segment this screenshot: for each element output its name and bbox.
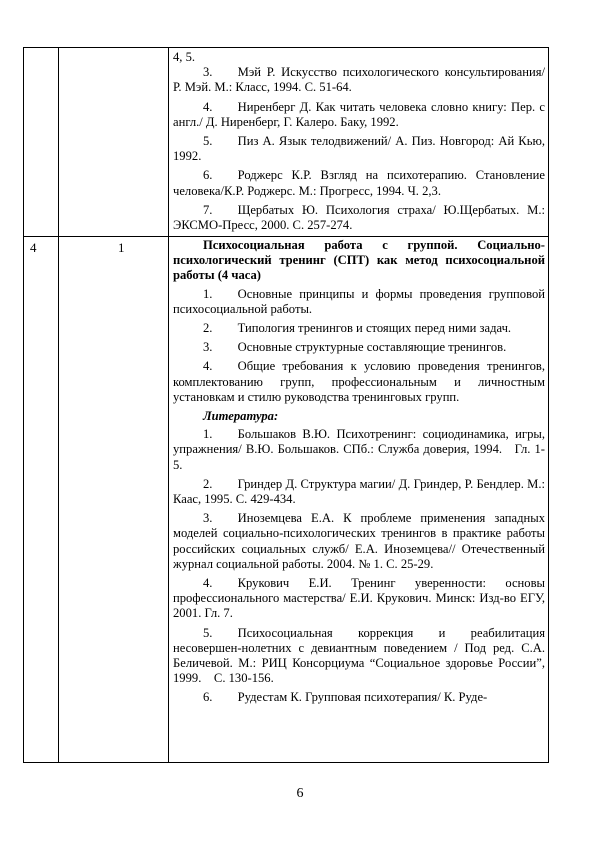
list-item: 4. Ниренберг Д. Как читать человека словно книгу: Пер. с англ./ Д. Ниренберг, Г. Калеро. Баку, 1992.: [173, 99, 545, 129]
topic-item: 2. Типология тренингов и стоящих перед ними задач.: [203, 321, 512, 336]
topic-number: 4: [30, 240, 37, 255]
page-number: 6: [296, 786, 304, 801]
topic-hours: 1: [118, 240, 125, 255]
literature-heading: Литература:: [203, 409, 279, 424]
list-item: 6. Роджерс К.Р. Взгляд на психотерапию. Становление человека/К.Р. Роджерс. М.: Прогресс, 1994. Ч. 2,3.: [173, 168, 545, 198]
column-divider-2: [168, 48, 169, 762]
literature-item: 3. Иноземцева Е.А. К проблеме применения западных моделей социально-психологических тренингов в практике работы российских социальных служб/ Е.А. Иноземцева// Отечественный журнал социальной работы. 2004. № 1. С. 25-29.: [173, 511, 545, 571]
literature-item: 5. Психосоциальная коррекция и реабилитация несовершен-нолетних с девиантным поведением / Под ред. С.А. Беличевой. М.: РИЦ Консорциума “Социальное здоровье России”, 1999. С. 130-156.: [173, 625, 545, 686]
literature-item: 1. Большаков В.Ю. Психотренинг: социодинамика, игры, упражнения/ В.Ю. Большаков. СПб.: Служба доверия, 1994. Гл. 1-5.: [173, 427, 545, 472]
literature-item: 6. Рудестам К. Групповая психотерапия/ К. Руде-: [203, 690, 488, 705]
list-item: 4, 5.: [173, 50, 196, 64]
topic-item: 1. Основные принципы и формы проведения групповой психосоциальной работы.: [173, 286, 545, 316]
list-item: 5. Пиз А. Язык телодвижений/ А. Пиз. Новгород: Ай Кью, 1992.: [173, 134, 545, 164]
literature-item: 4. Крукович Е.И. Тренинг уверенности: основы профессионального мастерства/ Е.И. Крукович. Минск: Изд-во ЕГУ, 2001. Гл. 7.: [173, 576, 545, 621]
syllabus-table: [23, 47, 549, 763]
topic-item: 3. Основные структурные составляющие тренингов.: [203, 340, 507, 355]
topic-title: Психосоциальная работа с группой. Социально-психологический тренинг (СПТ) как метод психосоциальной работы (4 часа): [173, 238, 545, 283]
list-item: 7. Щербатых Ю. Психология страха/ Ю.Щербатых. М.: ЭКСМО-Пресс, 2000. С. 257-274.: [173, 202, 545, 233]
column-divider-1: [58, 48, 59, 762]
literature-item: 2. Гриндер Д. Структура магии/ Д. Гриндер, Р. Бендлер. М.: Каас, 1995. С. 429-434.: [173, 476, 545, 507]
row-b-content: [173, 238, 545, 762]
topic-item: 4. Общие требования к условию проведения тренингов, комплектованию групп, профессиональным и личностным установкам и стилю руководства тренинговых групп.: [173, 359, 545, 404]
list-item: 3. Мэй Р. Искусство психологического консультирования/ Р. Мэй. М.: Класс, 1994. С. 51-64.: [173, 65, 545, 95]
